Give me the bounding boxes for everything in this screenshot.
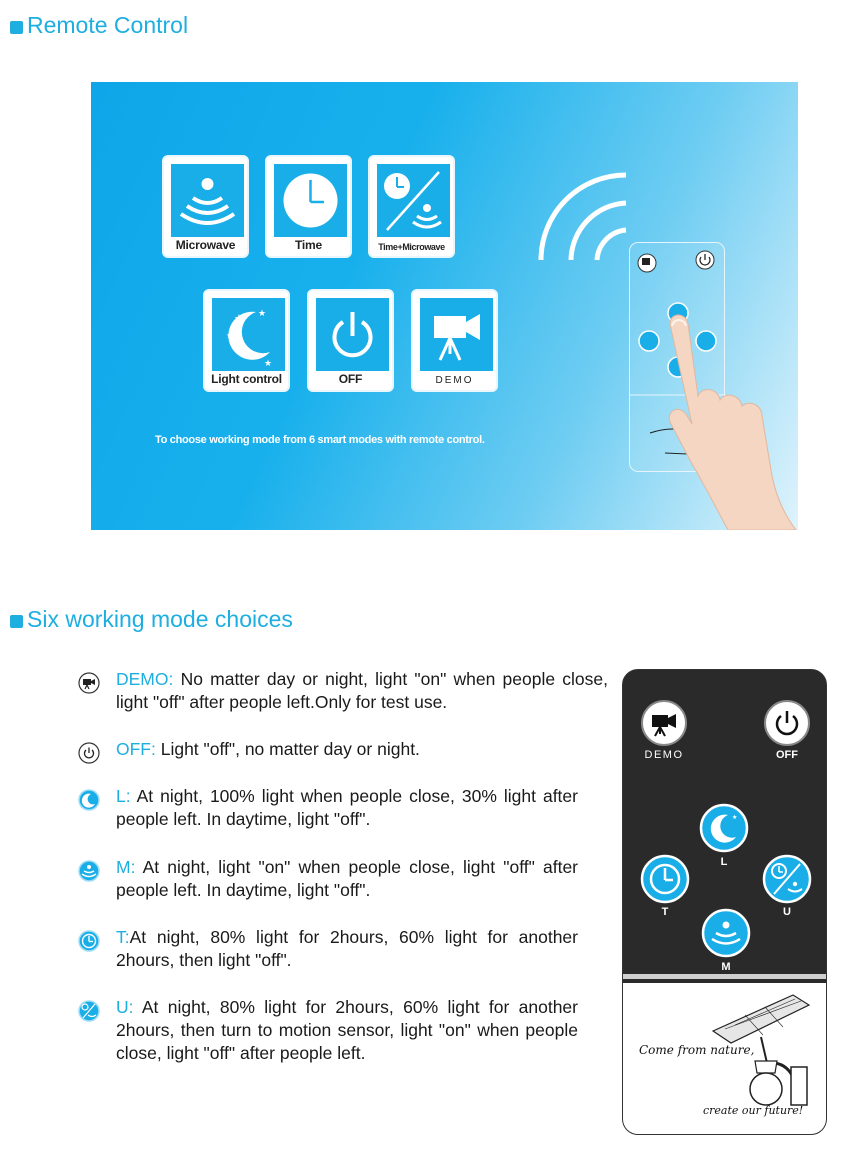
slogan-line-1: Come from nature, <box>639 1043 755 1057</box>
mode-card-label: Time+Microwave <box>378 242 445 252</box>
mode-description: No matter day or night, light "on" when people close, light "off" after people left.Only for test use. <box>116 669 608 712</box>
svg-text:★: ★ <box>714 816 722 825</box>
mode-item-demo <box>78 668 608 714</box>
signal-waves-icon <box>531 160 641 270</box>
mode-item-u <box>78 996 578 1065</box>
bullet-square-icon <box>10 615 23 628</box>
remote-control-banner <box>91 82 798 530</box>
mode-item-off <box>78 738 578 761</box>
m-button[interactable] <box>701 908 751 958</box>
remote-divider <box>623 974 826 979</box>
mode-card-label: Microwave <box>175 238 236 252</box>
u-button-label: U <box>783 906 791 918</box>
camera-icon <box>420 298 493 371</box>
mode-key: U: <box>116 997 134 1017</box>
clock-icon <box>274 164 347 237</box>
off-button-label: OFF <box>776 749 798 761</box>
mode-card-label: Time <box>295 238 322 252</box>
mode-card-label: DEMO <box>435 375 474 386</box>
section-title-text: Six working mode choices <box>27 606 293 632</box>
slogan-line-2: create our future! <box>703 1104 804 1117</box>
m-button-label: M <box>721 961 731 973</box>
t-button[interactable] <box>640 854 690 904</box>
pointing-hand-icon <box>656 304 798 530</box>
power-icon <box>316 298 389 371</box>
l-button-label: L <box>720 856 728 868</box>
mode-key: DEMO: <box>116 669 174 689</box>
moon-stars-icon <box>212 298 285 371</box>
mode-card-time <box>265 155 352 258</box>
time-microwave-icon <box>377 164 450 237</box>
power-icon <box>78 742 100 764</box>
moon-icon <box>78 789 100 811</box>
clock-icon <box>78 930 100 952</box>
l-button[interactable] <box>699 803 749 853</box>
mode-key: OFF: <box>116 739 156 759</box>
off-button[interactable] <box>763 699 811 747</box>
svg-text:★: ★ <box>258 309 267 319</box>
mode-card-label: OFF <box>338 372 363 386</box>
t-button-label: T <box>661 906 669 918</box>
mode-card-microwave <box>162 155 249 258</box>
svg-text:★: ★ <box>226 331 234 340</box>
mode-item-l <box>78 785 578 831</box>
mode-key: L: <box>116 786 131 806</box>
demo-button-label: DEMO <box>644 749 684 761</box>
svg-text:★: ★ <box>264 359 273 369</box>
remote-lower-panel <box>623 983 826 1134</box>
mode-description: At night, light "on" when people close, light "off" after people left. In daytime, light "off". <box>116 857 578 900</box>
microwave-icon <box>171 164 244 237</box>
section-title-text: Remote Control <box>27 12 189 38</box>
camera-icon <box>78 672 100 694</box>
u-button[interactable] <box>762 854 812 904</box>
mode-card-light-control <box>203 289 290 392</box>
section-title-working-modes <box>10 606 293 633</box>
motion-icon <box>78 860 100 882</box>
mode-item-m <box>78 856 578 902</box>
mode-description: At night, 80% light for 2hours, 60% light for another 2hours, then light "off". <box>116 927 578 970</box>
mode-description: At night, 100% light when people close, 30% light after people left. In daytime, light "off". <box>116 786 578 829</box>
mode-key: T: <box>116 927 130 947</box>
mode-card-label: Light control <box>211 372 282 386</box>
mode-description: Light "off", no matter day or night. <box>155 739 420 759</box>
remote-control-device <box>622 669 827 1135</box>
mode-card-off <box>307 289 394 392</box>
mode-card-demo <box>411 289 498 392</box>
demo-button[interactable] <box>640 699 688 747</box>
banner-caption: To choose working mode from 6 smart modes with remote control. <box>155 434 485 446</box>
time-motion-icon <box>78 1000 100 1022</box>
mode-key: M: <box>116 857 136 877</box>
mode-description: At night, 80% light for 2hours, 60% light for another 2hours, then turn to motion sensor, light "on" when people close, light "off" after people left. <box>116 997 578 1063</box>
bullet-square-icon <box>10 21 23 34</box>
section-title-remote-control <box>10 12 188 39</box>
mode-item-t <box>78 926 578 972</box>
mode-card-time-microwave <box>368 155 455 258</box>
svg-text:★: ★ <box>732 814 738 821</box>
svg-text:★: ★ <box>234 312 244 325</box>
